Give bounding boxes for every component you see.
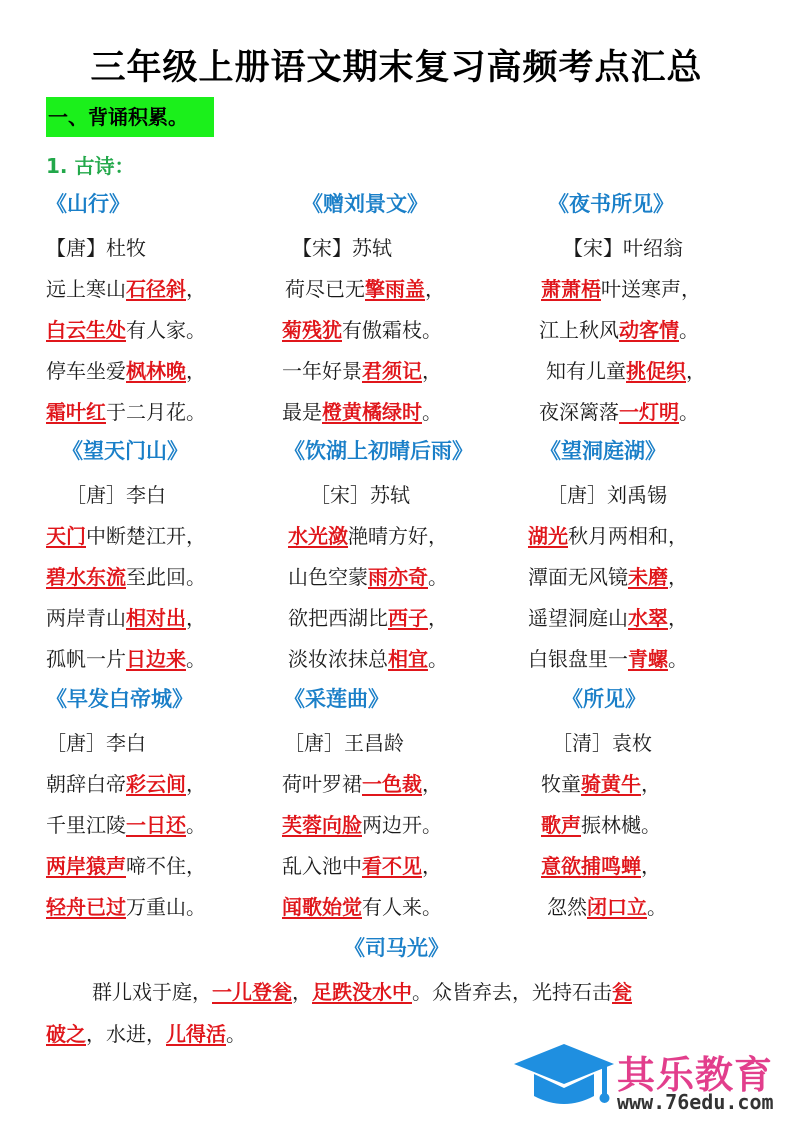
line-text: 淡妆浓抹总 [288,647,388,671]
poem-line [282,850,442,879]
line-text: 。 [679,318,699,342]
highlighted-blank: 一灯明 [619,400,679,424]
poem-line [46,396,206,425]
highlighted-blank: 一日还 [126,813,186,837]
poem-line [541,273,701,302]
line-text: 于二月花。 [106,400,206,424]
line-text: 朝辞白帝 [46,772,126,796]
highlighted-blank: 闻歌始觉 [282,895,362,919]
poem-title: 《望洞庭湖》 [540,439,666,463]
highlighted-blank: 看不见 [362,854,422,878]
poem-author: 【宋】苏轼 [292,236,392,260]
highlighted-blank: 两岸猿声 [46,854,126,878]
poem-line [541,809,661,838]
poem-line [282,355,442,384]
poem-line [46,520,206,549]
poem-author: 【宋】叶绍翁 [563,236,683,260]
line-text: 振林樾。 [581,813,661,837]
highlighted-blank: 西子 [388,606,428,630]
line-text: 最是 [282,400,322,424]
poem-author: ［唐］李白 [46,731,146,755]
line-text: 荷叶罗裙 [282,772,362,796]
poem-line [528,643,688,672]
line-text: 。 [422,400,442,424]
poem-line [46,643,206,672]
line-text: 。 [186,813,206,837]
line-text: ， [186,606,206,630]
line-text: 荷尽已无 [285,277,365,301]
line-text: 潭面无风镜 [528,565,628,589]
poem-line [282,314,442,343]
highlighted-blank: 未磨 [628,565,668,589]
poem-line [288,561,448,590]
brand-url: www.76edu.com [617,1090,774,1114]
line-text: 。 [647,895,667,919]
line-text: ， [428,606,448,630]
poem-author: ［唐］李白 [66,483,166,507]
highlighted-blank: 湖光 [528,524,568,548]
line-text: 乱入池中 [282,854,362,878]
highlighted-blank: 水翠 [628,606,668,630]
prose-line-1 [46,976,751,1005]
highlighted-blank: 白云生处 [46,318,126,342]
poem-line [282,809,442,838]
line-text: 中断楚江开， [86,524,206,548]
line-text: ， [425,277,445,301]
highlighted-blank: 挑促织 [626,359,686,383]
highlighted-blank: 骑黄牛 [581,772,641,796]
line-text: 千里江陵 [46,813,126,837]
highlighted-blank: 瓮 [612,980,632,1004]
line-text: 滟晴方好， [348,524,448,548]
highlighted-blank: 意欲捕鸣蝉 [541,854,641,878]
poem-author: 【唐】杜牧 [46,236,146,260]
poem-title: 《山行》 [46,192,130,216]
line-text: ， [186,772,206,796]
poem-title: 《所见》 [562,687,646,711]
line-text: 忽然 [547,895,587,919]
poem-line [46,809,206,838]
line-text: ， [641,772,661,796]
line-text: 两边开。 [362,813,442,837]
line-text: ， [422,772,442,796]
highlighted-blank: 碧水东流 [46,565,126,589]
line-text: 。 [186,647,206,671]
subsection-heading: 1. 古诗： [46,154,135,178]
prose-text: 。众皆弃去，光持石击 [412,980,612,1004]
poem-line [46,355,206,384]
poem-line [539,314,699,343]
line-text: 江上秋风 [539,318,619,342]
line-text: 白银盘里一 [528,647,628,671]
poem-line [46,561,206,590]
poem-title: 《饮湖上初晴后雨》 [284,439,473,463]
line-text: 山色空蒙 [288,565,368,589]
prose-text: ，水进， [86,1022,166,1046]
highlighted-blank: 歌声 [541,813,581,837]
line-text: 啼不住， [126,854,206,878]
poem-line [288,602,448,631]
line-text: ， [186,359,206,383]
poem-line [282,396,442,425]
highlighted-blank: 动客情 [619,318,679,342]
highlighted-blank: 霜叶红 [46,400,106,424]
highlighted-blank: 轻舟已过 [46,895,126,919]
poem-line [46,850,206,879]
prose-text: ， [292,980,312,1004]
line-text: 秋月两相和， [568,524,688,548]
poem-line [282,768,442,797]
line-text: ， [186,277,206,301]
poem-line [528,602,688,631]
poem-author: ［唐］刘禹锡 [547,483,667,507]
line-text: 万重山。 [126,895,206,919]
highlighted-blank: 相宜 [388,647,428,671]
poem-line [547,891,667,920]
line-text: 夜深篱落 [539,400,619,424]
line-text: 。 [679,400,699,424]
line-text: 牧童 [541,772,581,796]
line-text: 远上寒山 [46,277,126,301]
highlighted-blank: 水光潋 [288,524,348,548]
poem-author: ［唐］王昌龄 [284,731,404,755]
highlighted-blank: 天门 [46,524,86,548]
highlighted-blank: 君须记 [362,359,422,383]
poem-title: 《望天门山》 [62,439,188,463]
poem-line [528,520,688,549]
line-text: 有傲霜枝。 [342,318,442,342]
prose-text: 群儿戏于庭， [92,980,212,1004]
prose-title: 《司马光》 [344,936,449,960]
line-text: ， [422,359,442,383]
poem-author: ［宋］苏轼 [310,483,410,507]
poem-line [541,850,661,879]
poem-title: 《夜书所见》 [548,192,674,216]
highlighted-blank: 彩云间 [126,772,186,796]
highlighted-blank: 足跌没水中 [312,980,412,1004]
poem-line [46,602,206,631]
section-heading: 一、背诵积累。 [46,97,214,137]
poem-line [528,561,688,590]
highlighted-blank: 橙黄橘绿时 [322,400,422,424]
line-text: 有人来。 [362,895,442,919]
line-text: 停车坐爱 [46,359,126,383]
poem-line [46,768,206,797]
highlighted-blank: 一色裁 [362,772,422,796]
line-text: ， [668,565,688,589]
line-text: 。 [428,647,448,671]
line-text: 遥望洞庭山 [528,606,628,630]
highlighted-blank: 青螺 [628,647,668,671]
highlighted-blank: 雨亦奇 [368,565,428,589]
line-text: 一年好景 [282,359,362,383]
line-text: 两岸青山 [46,606,126,630]
highlighted-blank: 菊残犹 [282,318,342,342]
highlighted-blank: 破之 [46,1022,86,1046]
brand-name: 其乐教育 [617,1053,774,1097]
prose-text: 。 [226,1022,246,1046]
highlighted-blank: 儿得活 [166,1022,226,1046]
line-text: ， [641,854,661,878]
poem-line [46,314,206,343]
line-text: 有人家。 [126,318,206,342]
poem-line [539,396,699,425]
highlighted-blank: 日边来 [126,647,186,671]
line-text: ， [422,854,442,878]
poem-line [288,520,448,549]
line-text: 知有儿童 [546,359,626,383]
poem-author: ［清］袁枚 [552,731,652,755]
highlighted-blank: 芙蓉向脸 [282,813,362,837]
highlighted-blank: 石径斜 [126,277,186,301]
poem-line [285,273,445,302]
highlighted-blank: 枫林晚 [126,359,186,383]
line-text: 欲把西湖比 [288,606,388,630]
highlighted-blank: 闭口立 [587,895,647,919]
poem-title: 《采莲曲》 [284,687,389,711]
poem-line [46,273,206,302]
poem-line [288,643,448,672]
highlighted-blank: 萧萧梧 [541,277,601,301]
poem-line [282,891,442,920]
line-text: 孤帆一片 [46,647,126,671]
poem-line [541,768,661,797]
poem-line [46,891,206,920]
line-text: 至此回。 [126,565,206,589]
line-text: 叶送寒声， [601,277,701,301]
highlighted-blank: 擎雨盖 [365,277,425,301]
poem-line [546,355,706,384]
page-title: 三年级上册语文期末复习高频考点汇总 [90,48,703,88]
line-text: 。 [668,647,688,671]
poem-title: 《赠刘景文》 [302,192,428,216]
line-text: 。 [428,565,448,589]
highlighted-blank: 相对出 [126,606,186,630]
line-text: ， [668,606,688,630]
line-text: ， [686,359,706,383]
poem-title: 《早发白帝城》 [46,687,193,711]
highlighted-blank: 一儿登瓮 [212,980,292,1004]
